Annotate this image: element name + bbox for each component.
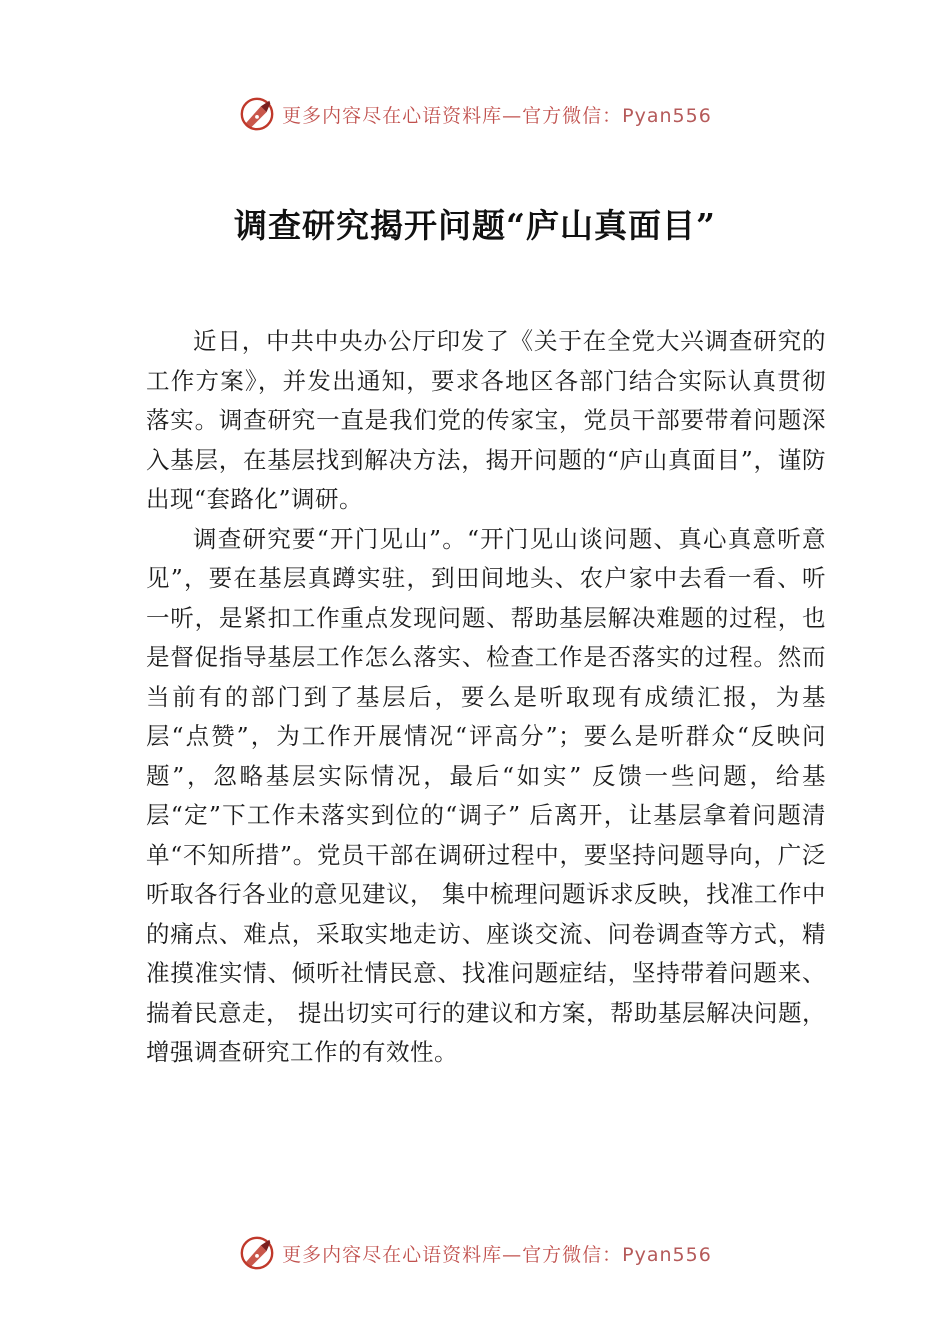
pen-nib-logo-icon <box>238 95 276 133</box>
footer-banner <box>0 1233 950 1273</box>
wechat-id: Pyan556 <box>622 1243 712 1266</box>
document-body <box>146 322 826 1073</box>
pen-nib-logo-icon <box>238 1234 276 1272</box>
paragraph-2: 调查研究要“开门见山”。“开门见山谈问题、真心真意听意见”，要在基层真蹲实驻，到田间地头、农户家中去看一看、听一听，是紧扣工作重点发现问题、帮助基层解决难题的过程，也是督促指导基层工作怎么落实、检查工作是否落实的过程。然而当前有的部门到了基层后，要么是听取现有成绩汇报，为基层“点赞”，为工作开展情况“评高分”；要么是听群众“反映问题”，忽略基层实际情况，最后“如实” 反馈一些问题，给基层“定”下工作未落实到位的“调子” 后离开，让基层拿着问题清单“不知所措”。党员干部在调研过程中，要坚持问题导向，广泛听取各行各业的意见建议， 集中梳理问题诉求反映，找准工作中的痛点、难点，采取实地走访、座谈交流、问卷调查等方式，精准摸准实情、倾听社情民意、找准问题症结，坚持带着问题来、揣着民意走， 提出切实可行的建议和方案，帮助基层解决问题，增强调查研究工作的有效性。 <box>146 524 826 1066</box>
header-banner <box>0 94 950 134</box>
document-title: 调查研究揭开问题“庐山真面目” <box>234 206 716 245</box>
wechat-id: Pyan556 <box>622 104 712 127</box>
paragraph-1: 近日，中共中央办公厅印发了《关于在全党大兴调查研究的工作方案》，并发出通知，要求各地区各部门结合实际认真贯彻落实。调查研究一直是我们党的传家宝，党员干部要带着问题深入基层，在基层找到解决方法，揭开问题的“庐山真面目”，谨防出现“套路化”调研。 <box>146 327 826 513</box>
banner-text: 更多内容尽在心语资料库—官方微信：Pyan556 <box>282 1243 712 1266</box>
banner-text: 更多内容尽在心语资料库—官方微信：Pyan556 <box>282 104 712 127</box>
